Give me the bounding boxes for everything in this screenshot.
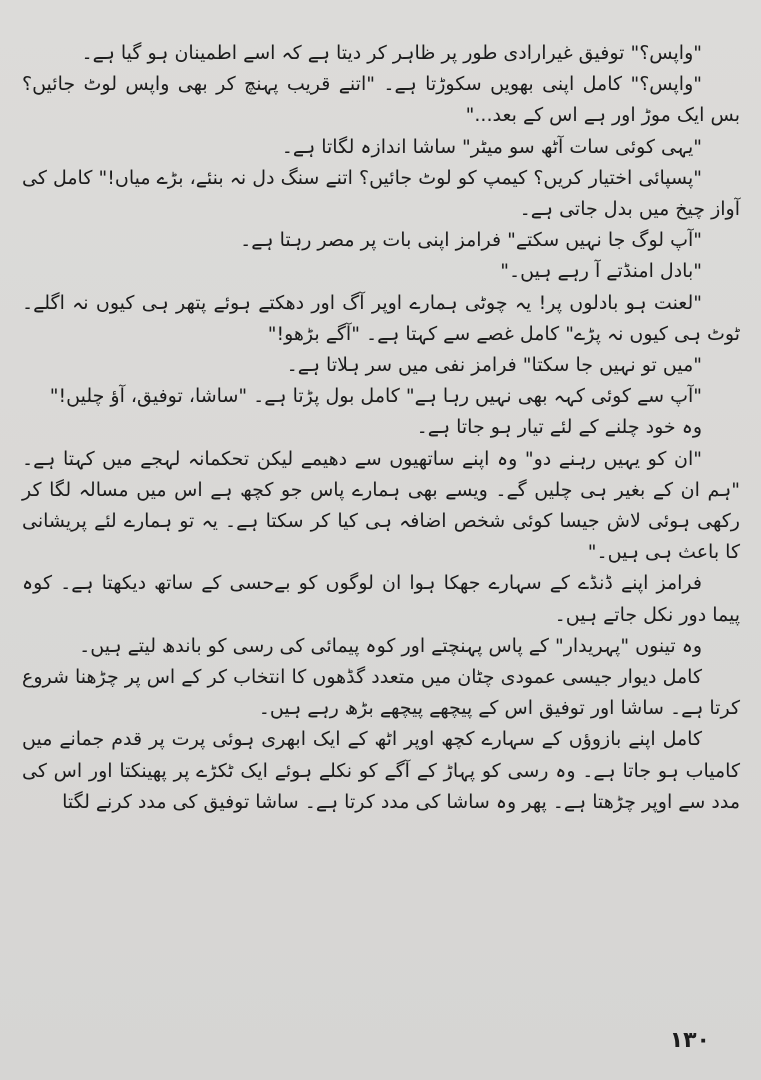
paragraph: کامل اپنے بازوؤں کے سہارے کچھ اوپر اٹھ کے ایک ابھری ہوئی پرت پر قدم جمانے میں کامیاب ہو جاتا ہے۔ وہ رسی کو پہاڑ کے آگے کو نکلے ہوئے ایک ٹکڑے پر پھینکتا اور اس کی مدد سے اوپر چڑھتا ہے۔ پھر وہ ساشا کی مدد کرتا ہے۔ ساشا توفیق کی مدد کرنے لگتا: [22, 728, 740, 813]
paragraph: "آپ لوگ جا نہیں سکتے" فرامز اپنی بات پر مصر رہتا ہے۔: [240, 229, 702, 252]
paragraph: "پسپائی اختیار کریں؟ کیمپ کو لوٹ جائیں؟ اتنے سنگ دل نہ بنئے، بڑے میاں!" کامل کی آواز چیخ میں بدل جاتی ہے۔: [22, 166, 740, 221]
paragraph: "یہی کوئی سات آٹھ سو میٹر" ساشا اندازہ لگاتا ہے۔: [281, 135, 702, 158]
paragraph: وہ خود چلنے کے لئے تیار ہو جاتا ہے۔: [416, 416, 702, 439]
paragraph: "بادل امنڈتے آ رہے ہیں۔": [500, 260, 702, 283]
paragraph: وہ تینوں "پہریدار" کے پاس پہنچتے اور کوہ پیمائی کی رسی کو باندھ لیتے ہیں۔: [79, 634, 702, 657]
paragraph: "واپس؟" کامل اپنی بھویں سکوڑتا ہے۔ "اتنے قریب پہنچ کر بھی واپس لوٹ جائیں؟ بس ایک موڑ اور ہے اس کے بعد...": [22, 73, 740, 127]
paragraph: "ان کو یہیں رہنے دو" وہ اپنے ساتھیوں سے دھیمے لیکن تحکمانہ لہجے میں کہتا ہے۔ "ہم ان کے بغیر ہی چلیں گے۔ ویسے بھی ہمارے پاس جو کچھ ہے اس میں مسالہ لگا کر رکھی ہوئی لاش جیسا کوئی شخص اضافہ ہی کیا کر سکتا ہے۔ یہ تو ہمارے لئے پریشانی کا باعث ہی ہیں۔": [22, 447, 740, 564]
paragraph: "میں تو نہیں جا سکتا" فرامز نفی میں سر ہلاتا ہے۔: [286, 354, 702, 377]
page-text: [22, 38, 740, 818]
paragraph: "واپس؟" توفیق غیرارادی طور پر ظاہر کر دیتا ہے کہ اسے اطمینان ہو گیا ہے۔: [81, 42, 702, 64]
paragraph: فرامز اپنے ڈنڈے کے سہارے جھکا ہوا ان لوگوں کو بےحسی کے ساتھ دیکھتا ہے۔ کوہ پیما دور نکل جاتے ہیں۔: [22, 572, 740, 626]
page-number: ١٣٠: [669, 1028, 710, 1053]
paragraph: "آپ سے کوئی کہہ بھی نہیں رہا ہے" کامل بول پڑتا ہے۔ "ساشا، توفیق، آؤ چلیں!": [49, 385, 702, 408]
paragraph: "لعنت ہو بادلوں پر! یہ چوٹی ہمارے اوپر آگ اور دھکتے ہوئے پتھر ہی کیوں نہ اگلے۔ ٹوٹ ہی کیوں نہ پڑے" کامل غصے سے کہتا ہے۔ "آگے بڑھو!": [22, 291, 740, 345]
paragraph: کامل دیوار جیسی عمودی چٹان میں متعدد گڈھوں کا انتخاب کر کے اس پر چڑھنا شروع کرتا ہے۔ ساشا اور توفیق اس کے پیچھے پیچھے بڑھ رہے ہیں۔: [22, 666, 740, 720]
